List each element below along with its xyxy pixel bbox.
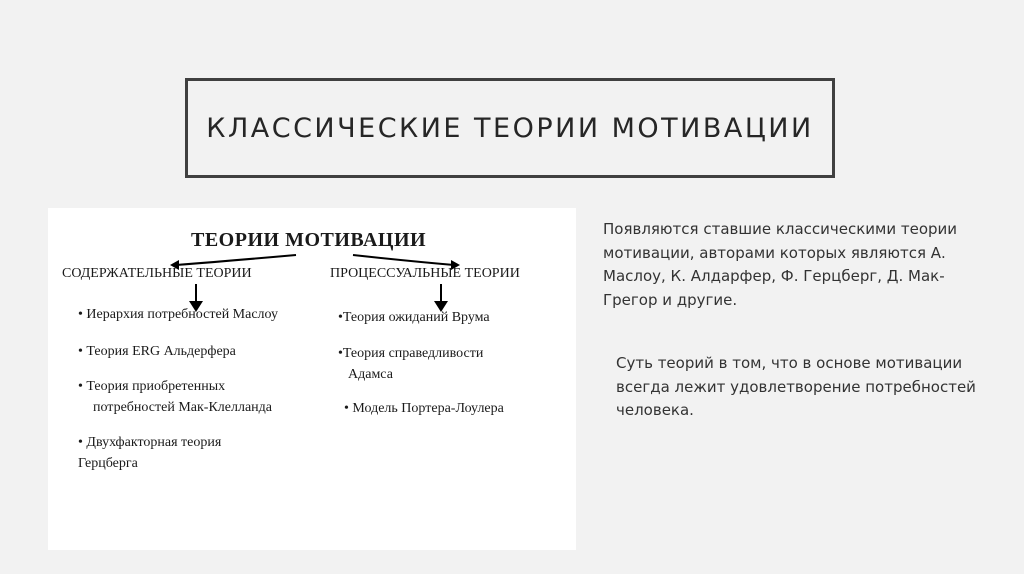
right-branch-line <box>353 255 454 265</box>
list-item-porter-lawler: • Модель Портера-Лоулера <box>344 401 504 416</box>
slide-title-box <box>185 78 835 178</box>
content-theories-heading: СОДЕРЖАТЕЛЬНЫЕ ТЕОРИИ <box>62 266 252 281</box>
list-item-maslow: • Иерархия потребностей Маслоу <box>78 307 279 322</box>
paragraph-essence: Суть теорий в том, что в основе мотивации всегда лежит удовлетворение потребностей человека. <box>616 354 976 419</box>
paragraph-intro: Появляются ставшие классическими теории мотивации, авторами которых являются А. Маслоу, К. Алдарфер, Ф. Герцберг, Д. Мак-Грегор и другие. <box>603 220 958 309</box>
process-theories-heading: ПРОЦЕССУАЛЬНЫЕ ТЕОРИИ <box>330 266 520 281</box>
diagram-title: ТЕОРИИ МОТИВАЦИИ <box>191 229 427 251</box>
motivation-theories-diagram <box>48 208 576 550</box>
list-item-erg: • Теория ERG Альдерфера <box>78 344 236 359</box>
list-item-adams: •Теория справедливости Адамса <box>338 346 484 382</box>
list-item-mcclelland: • Теория приобретенных потребностей Мак-Клелланда <box>78 379 272 415</box>
list-item-vroom: •Теория ожиданий Врума <box>338 310 490 325</box>
list-item-herzberg: • Двухфакторная теория Герцберга <box>78 435 222 471</box>
slide-title: КЛАССИЧЕСКИЕ ТЕОРИИ МОТИВАЦИИ <box>206 112 814 144</box>
left-branch-line <box>176 255 296 265</box>
